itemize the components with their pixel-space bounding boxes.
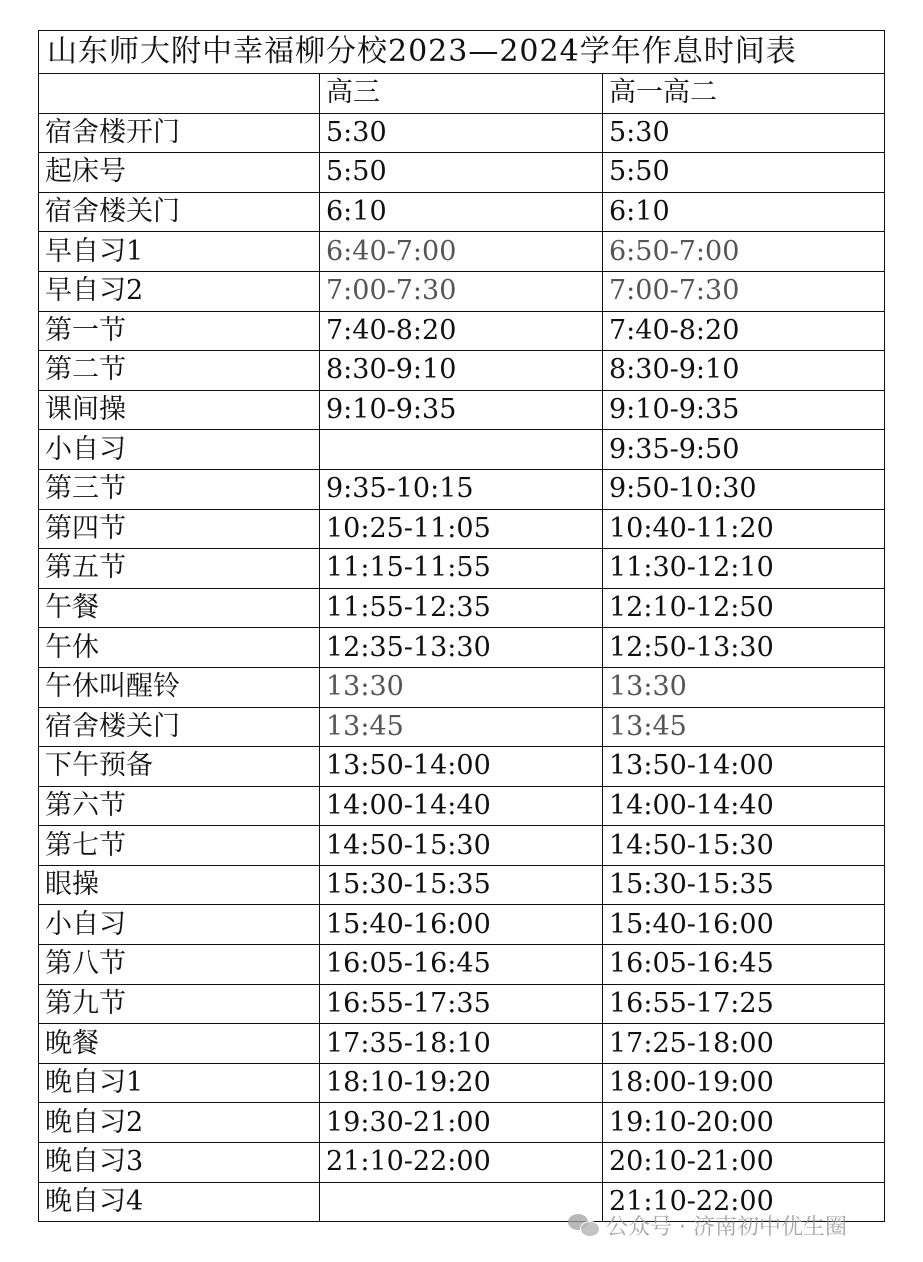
cell-grade-one-two: 9:35-9:50 — [603, 430, 885, 470]
cell-grade-one-two: 6:10 — [603, 192, 885, 232]
cell-grade-one-two: 15:30-15:35 — [603, 865, 885, 905]
cell-item: 第四节 — [39, 509, 320, 549]
cell-item: 课间操 — [39, 390, 320, 430]
cell-item: 第六节 — [39, 786, 320, 826]
schedule-title: 山东师大附中幸福柳分校2023—2024学年作息时间表 — [39, 31, 885, 74]
cell-grade-three: 8:30-9:10 — [320, 351, 603, 391]
table-row — [39, 1143, 885, 1183]
cell-grade-three: 5:30 — [320, 113, 603, 153]
cell-grade-three: 5:50 — [320, 153, 603, 193]
table-row — [39, 509, 885, 549]
cell-grade-three: 13:50-14:00 — [320, 747, 603, 787]
cell-grade-three: 9:35-10:15 — [320, 469, 603, 509]
cell-grade-one-two: 21:10-22:00 — [603, 1182, 885, 1222]
cell-grade-one-two: 16:05-16:45 — [603, 945, 885, 985]
table-row — [39, 153, 885, 193]
wechat-icon — [568, 1212, 600, 1238]
cell-grade-one-two: 7:40-8:20 — [603, 311, 885, 351]
schedule-table — [38, 30, 885, 1222]
table-row — [39, 667, 885, 707]
cell-grade-one-two: 6:50-7:00 — [603, 232, 885, 272]
cell-grade-one-two: 13:45 — [603, 707, 885, 747]
cell-grade-one-two: 11:30-12:10 — [603, 549, 885, 589]
table-row — [39, 469, 885, 509]
table-row — [39, 311, 885, 351]
cell-grade-three: 17:35-18:10 — [320, 1024, 603, 1064]
cell-item: 小自习 — [39, 905, 320, 945]
cell-grade-one-two: 20:10-21:00 — [603, 1143, 885, 1183]
cell-grade-one-two: 5:30 — [603, 113, 885, 153]
cell-grade-one-two: 13:50-14:00 — [603, 747, 885, 787]
cell-grade-three: 6:40-7:00 — [320, 232, 603, 272]
cell-grade-three: 16:55-17:35 — [320, 984, 603, 1024]
schedule-sheet — [38, 30, 884, 1222]
cell-item: 宿舍楼关门 — [39, 192, 320, 232]
cell-item: 早自习2 — [39, 271, 320, 311]
table-row — [39, 1063, 885, 1103]
table-row — [39, 430, 885, 470]
cell-item: 第二节 — [39, 351, 320, 391]
table-row — [39, 905, 885, 945]
cell-grade-three: 11:15-11:55 — [320, 549, 603, 589]
header-row — [39, 74, 885, 114]
table-row — [39, 588, 885, 628]
table-row — [39, 192, 885, 232]
cell-grade-one-two: 12:10-12:50 — [603, 588, 885, 628]
cell-grade-one-two: 19:10-20:00 — [603, 1103, 885, 1143]
cell-grade-three — [320, 1182, 603, 1222]
watermark — [568, 1210, 847, 1240]
table-row — [39, 113, 885, 153]
table-row — [39, 786, 885, 826]
cell-grade-one-two: 10:40-11:20 — [603, 509, 885, 549]
cell-grade-one-two: 5:50 — [603, 153, 885, 193]
table-row — [39, 628, 885, 668]
cell-item: 晚自习2 — [39, 1103, 320, 1143]
cell-grade-one-two: 18:00-19:00 — [603, 1063, 885, 1103]
table-row — [39, 984, 885, 1024]
table-row — [39, 271, 885, 311]
cell-grade-three: 10:25-11:05 — [320, 509, 603, 549]
table-row — [39, 865, 885, 905]
cell-grade-three: 14:50-15:30 — [320, 826, 603, 866]
table-row — [39, 549, 885, 589]
table-row — [39, 351, 885, 391]
cell-grade-one-two: 14:00-14:40 — [603, 786, 885, 826]
cell-grade-one-two: 13:30 — [603, 667, 885, 707]
cell-grade-three: 7:00-7:30 — [320, 271, 603, 311]
cell-item: 第三节 — [39, 469, 320, 509]
cell-item: 午休叫醒铃 — [39, 667, 320, 707]
cell-item: 宿舍楼关门 — [39, 707, 320, 747]
cell-item: 小自习 — [39, 430, 320, 470]
cell-grade-three: 21:10-22:00 — [320, 1143, 603, 1183]
cell-grade-one-two: 8:30-9:10 — [603, 351, 885, 391]
table-row — [39, 390, 885, 430]
cell-item: 下午预备 — [39, 747, 320, 787]
table-row — [39, 747, 885, 787]
cell-item: 午休 — [39, 628, 320, 668]
schedule-body — [39, 113, 885, 1222]
cell-item: 宿舍楼开门 — [39, 113, 320, 153]
cell-grade-one-two: 9:10-9:35 — [603, 390, 885, 430]
cell-grade-one-two: 12:50-13:30 — [603, 628, 885, 668]
title-row — [39, 31, 885, 74]
cell-grade-three: 9:10-9:35 — [320, 390, 603, 430]
cell-grade-one-two: 14:50-15:30 — [603, 826, 885, 866]
cell-item: 第五节 — [39, 549, 320, 589]
table-row — [39, 232, 885, 272]
table-row — [39, 1103, 885, 1143]
cell-grade-three: 19:30-21:00 — [320, 1103, 603, 1143]
table-row — [39, 707, 885, 747]
cell-item: 晚自习3 — [39, 1143, 320, 1183]
cell-grade-three: 12:35-13:30 — [320, 628, 603, 668]
cell-grade-one-two: 9:50-10:30 — [603, 469, 885, 509]
cell-grade-one-two: 7:00-7:30 — [603, 271, 885, 311]
cell-item: 晚自习1 — [39, 1063, 320, 1103]
cell-item: 第一节 — [39, 311, 320, 351]
cell-item: 第九节 — [39, 984, 320, 1024]
cell-grade-three: 13:30 — [320, 667, 603, 707]
cell-grade-one-two: 17:25-18:00 — [603, 1024, 885, 1064]
cell-grade-one-two: 16:55-17:25 — [603, 984, 885, 1024]
cell-grade-three: 7:40-8:20 — [320, 311, 603, 351]
cell-grade-one-two: 15:40-16:00 — [603, 905, 885, 945]
table-row — [39, 945, 885, 985]
cell-item: 晚自习4 — [39, 1182, 320, 1222]
table-row — [39, 826, 885, 866]
cell-item: 晚餐 — [39, 1024, 320, 1064]
cell-item: 眼操 — [39, 865, 320, 905]
cell-item: 起床号 — [39, 153, 320, 193]
cell-item: 第八节 — [39, 945, 320, 985]
header-cell-grade-one-two: 高一高二 — [603, 74, 885, 114]
cell-grade-three — [320, 430, 603, 470]
cell-grade-three: 15:30-15:35 — [320, 865, 603, 905]
cell-item: 早自习1 — [39, 232, 320, 272]
header-cell-item — [39, 74, 320, 114]
table-row — [39, 1024, 885, 1064]
cell-item: 午餐 — [39, 588, 320, 628]
cell-grade-three: 15:40-16:00 — [320, 905, 603, 945]
watermark-text: 公众号 · 济南初中优生圈 — [606, 1214, 847, 1240]
cell-grade-three: 11:55-12:35 — [320, 588, 603, 628]
cell-grade-three: 6:10 — [320, 192, 603, 232]
cell-grade-three: 18:10-19:20 — [320, 1063, 603, 1103]
cell-grade-three: 14:00-14:40 — [320, 786, 603, 826]
cell-item: 第七节 — [39, 826, 320, 866]
cell-grade-three: 16:05-16:45 — [320, 945, 603, 985]
header-cell-grade-three: 高三 — [320, 74, 603, 114]
cell-grade-three: 13:45 — [320, 707, 603, 747]
